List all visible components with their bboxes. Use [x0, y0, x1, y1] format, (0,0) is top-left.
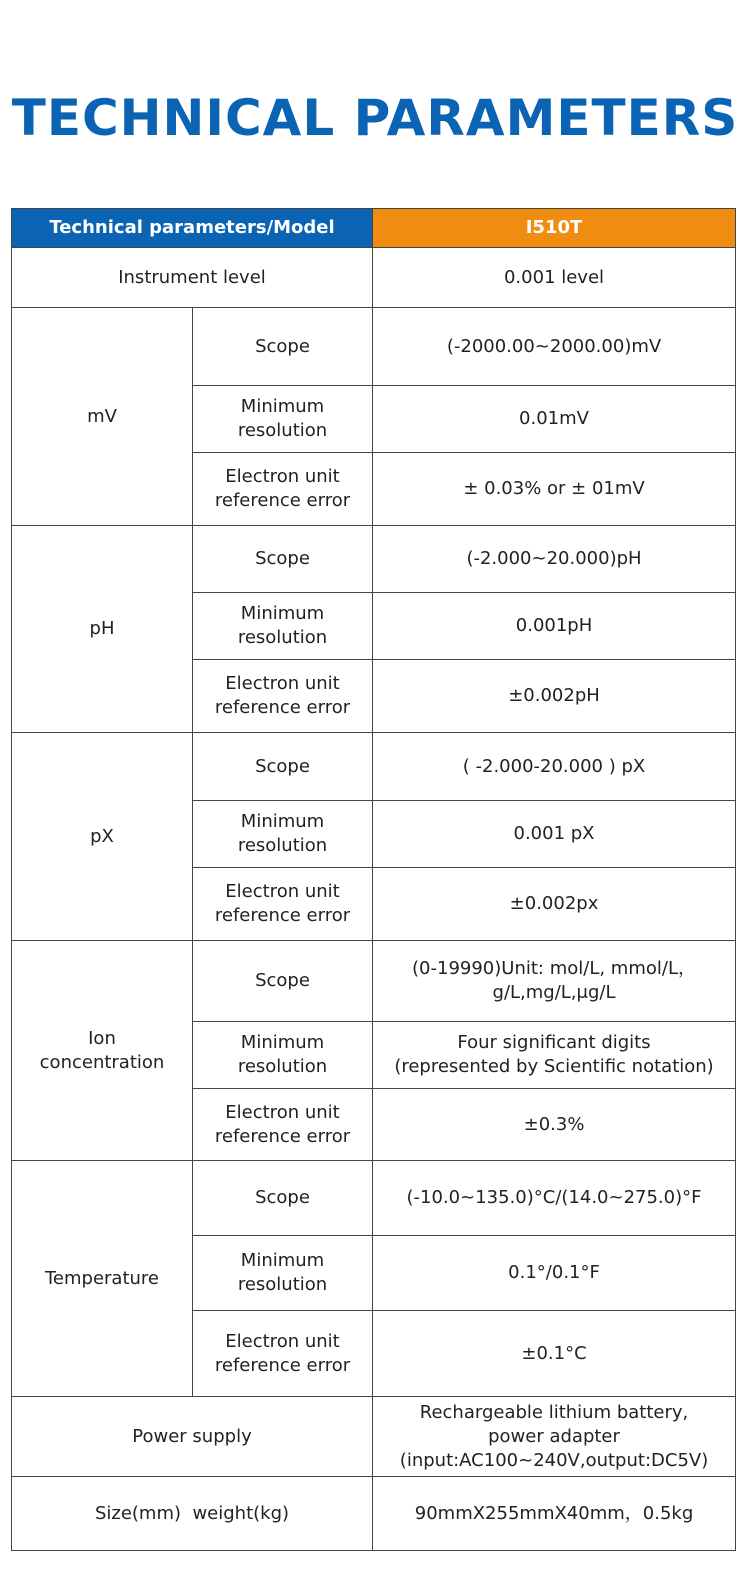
temp-scope-value: (-10.0~135.0)°C/(14.0~275.0)°F	[373, 1161, 736, 1236]
mv-min-res-value: 0.01mV	[373, 386, 736, 453]
sub-label-error: Electron unit reference error	[193, 1089, 373, 1161]
ph-scope-value: (-2.000~20.000)pH	[373, 526, 736, 593]
size-weight-label: Size(mm) weight(kg)	[12, 1477, 373, 1551]
instrument-level-value: 0.001 level	[373, 248, 736, 308]
header-model-name: I510T	[373, 209, 736, 248]
technical-parameters-table	[11, 208, 736, 1551]
sub-label-min-res: Minimum resolution	[193, 1236, 373, 1311]
sub-label-scope: Scope	[193, 308, 373, 386]
table-row	[12, 1161, 736, 1236]
ph-error-value: ±0.002pH	[373, 660, 736, 733]
table-row	[12, 526, 736, 593]
sub-label-error: Electron unit reference error	[193, 1311, 373, 1397]
group-label-ion-concentration: Ion concentration	[12, 941, 193, 1161]
sub-label-min-res: Minimum resolution	[193, 1022, 373, 1089]
table-row	[12, 733, 736, 801]
power-supply-label: Power supply	[12, 1397, 373, 1477]
px-error-value: ±0.002px	[373, 868, 736, 941]
ion-scope-value: (0-19990)Unit: mol/L, mmol/L， g/L,mg/L,μg/L	[373, 941, 736, 1022]
sub-label-scope: Scope	[193, 733, 373, 801]
sub-label-min-res: Minimum resolution	[193, 386, 373, 453]
temp-min-res-value: 0.1°/0.1°F	[373, 1236, 736, 1311]
px-scope-value: ( -2.000-20.000 ) pX	[373, 733, 736, 801]
sub-label-scope: Scope	[193, 526, 373, 593]
sub-label-min-res: Minimum resolution	[193, 801, 373, 868]
temp-error-value: ±0.1°C	[373, 1311, 736, 1397]
table-row-instrument-level	[12, 248, 736, 308]
ion-error-value: ±0.3%	[373, 1089, 736, 1161]
ion-min-res-value: Four significant digits (represented by Scientific notation)	[373, 1022, 736, 1089]
sub-label-error: Electron unit reference error	[193, 660, 373, 733]
header-parameters-model: Technical parameters/Model	[12, 209, 373, 248]
px-min-res-value: 0.001 pX	[373, 801, 736, 868]
table-header-row	[12, 209, 736, 248]
group-label-px: pX	[12, 733, 193, 941]
group-label-mv: mV	[12, 308, 193, 526]
ph-min-res-value: 0.001pH	[373, 593, 736, 660]
group-label-temperature: Temperature	[12, 1161, 193, 1397]
sub-label-scope: Scope	[193, 1161, 373, 1236]
mv-scope-value: (-2000.00~2000.00)mV	[373, 308, 736, 386]
sub-label-min-res: Minimum resolution	[193, 593, 373, 660]
size-weight-value: 90mmX255mmX40mm，0.5kg	[373, 1477, 736, 1551]
power-supply-value: Rechargeable lithium battery, power adapter (input:AC100~240V,output:DC5V)	[373, 1397, 736, 1477]
table-row	[12, 308, 736, 386]
sub-label-error: Electron unit reference error	[193, 453, 373, 526]
table-row	[12, 941, 736, 1022]
mv-error-value: ± 0.03% or ± 01mV	[373, 453, 736, 526]
group-label-ph: pH	[12, 526, 193, 733]
table-row-power-supply	[12, 1397, 736, 1477]
instrument-level-label: Instrument level	[12, 248, 373, 308]
page-title: TECHNICAL PARAMETERS	[11, 89, 739, 147]
sub-label-error: Electron unit reference error	[193, 868, 373, 941]
table-row-size-weight	[12, 1477, 736, 1551]
sub-label-scope: Scope	[193, 941, 373, 1022]
